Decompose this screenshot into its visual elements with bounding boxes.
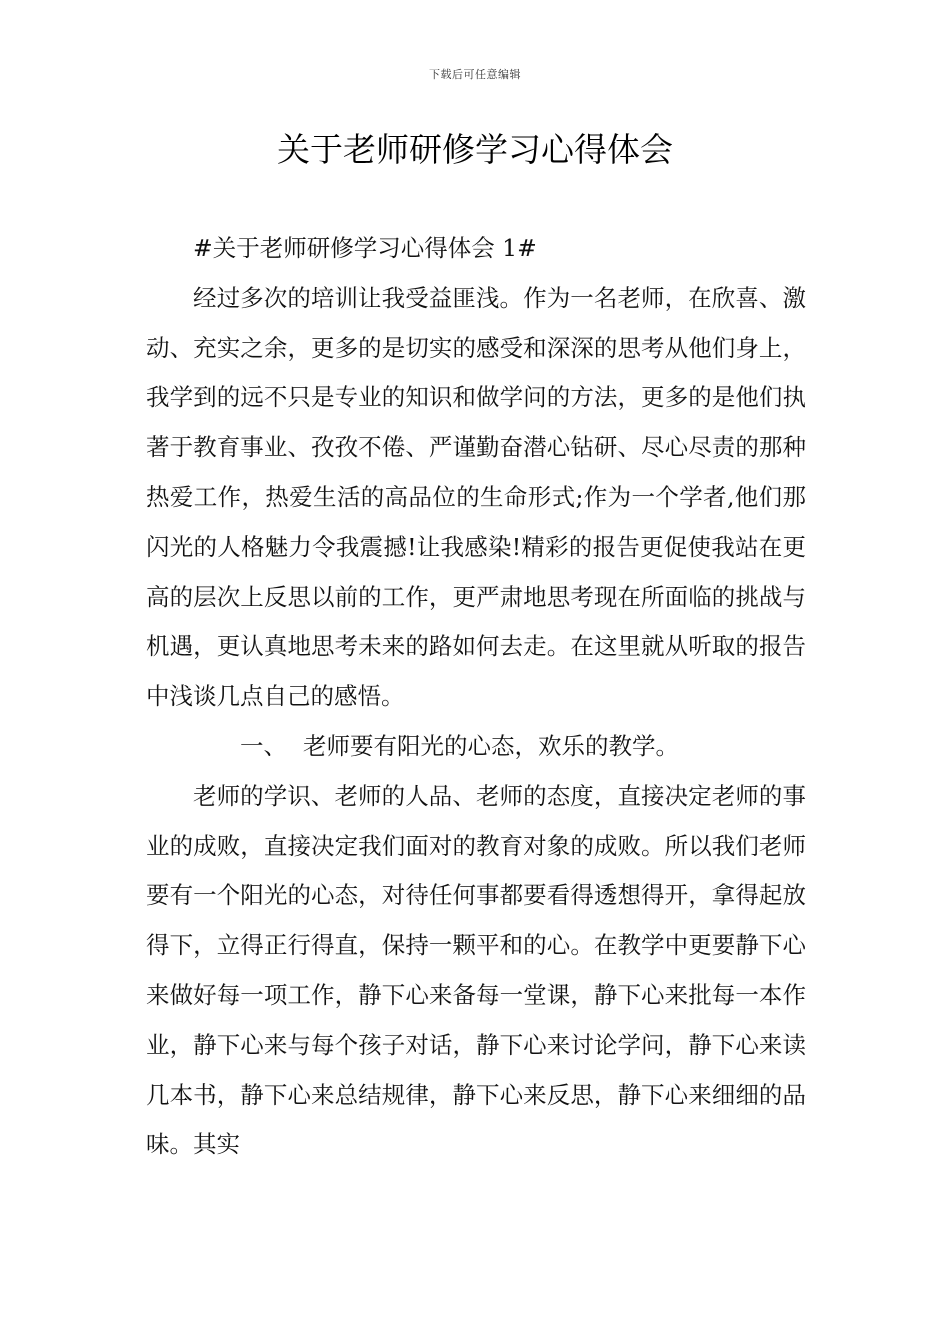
document-title: 关于老师研修学习心得体会 [277, 130, 673, 169]
paragraph: 老师的学识、老师的人品、老师的态度，直接决定老师的事业的成败，直接决定我们面对的教育对象的成败。所以我们老师要有一个阳光的心态，对待任何事都要看得透想得开，拿得起放得下，立得正行得直，保持一颗平和的心。在教学中更要静下心来做好每一项工作，静下心来备每一堂课，静下心来批每一本作业，静下心来与每个孩子对话，静下心来讨论学问，静下心来读几本书，静下心来总结规律，静下心来反思，静下心来细细的品味。其实 [146, 781, 806, 1159]
document-body [146, 224, 806, 1170]
header-note: 下载后可任意编辑 [429, 68, 521, 81]
subtitle: #关于老师研修学习心得体会 1# [193, 234, 537, 262]
section-heading-text: 老师要有阳光的心态，欢乐的教学。 [303, 731, 679, 760]
section-heading [146, 722, 806, 772]
paragraph: 经过多次的培训让我受益匪浅。作为一名老师，在欣喜、激动、充实之余，更多的是切实的感受和深深的思考从他们身上，我学到的远不只是专业的知识和做学问的方法，更多的是他们执著于教育事业、孜孜不倦、严谨勤奋潜心钻研、尽心尽责的那种热爱工作，热爱生活的高品位的生命形式;作为一个学者,他们那闪光的人格魅力令我震撼!让我感染!精彩的报告更促使我站在更高的层次上反思以前的工作，更严肃地思考现在所面临的挑战与机遇，更认真地思考未来的路如何去走。在这里就从听取的报告中浅谈几点自己的感悟。 [146, 283, 806, 711]
section-number: 一、 [240, 731, 287, 760]
